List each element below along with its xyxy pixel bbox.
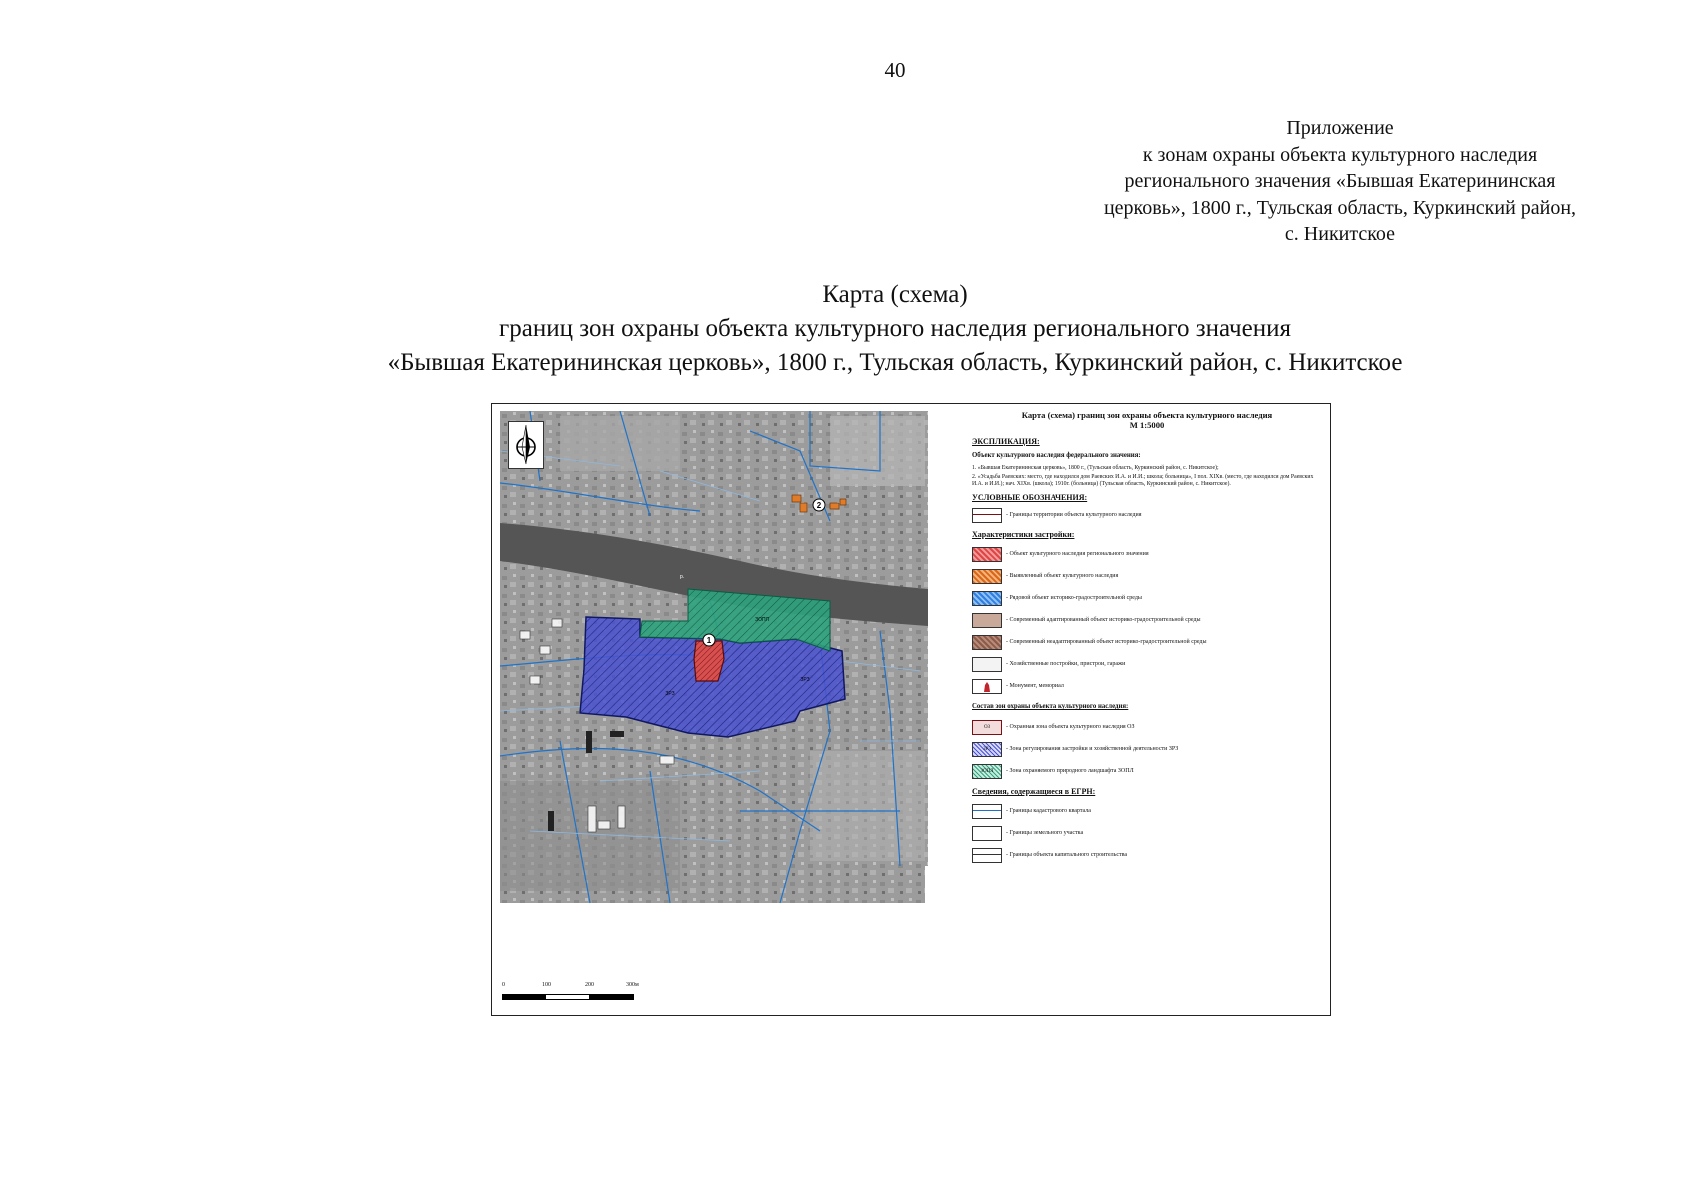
swatch-zone-zopl bbox=[972, 764, 1002, 779]
appendix-line: Приложение bbox=[1286, 117, 1394, 139]
legend-row bbox=[972, 543, 1322, 565]
legend-heading-line: Карта (схема) границ зон охраны объекта культурного наследия bbox=[1021, 410, 1273, 420]
legend-label: - Монумент, мемориал bbox=[1006, 682, 1064, 689]
swatch-territory-border bbox=[972, 508, 1002, 523]
appendix-caption bbox=[1040, 115, 1640, 248]
swatch-monument bbox=[972, 679, 1002, 694]
swatch-building-border bbox=[972, 848, 1002, 863]
legend-scale: М 1:5000 bbox=[1129, 420, 1165, 430]
swatch-zone-zrz bbox=[972, 742, 1002, 757]
legend-row bbox=[972, 738, 1322, 760]
swatch-label: ОЗ bbox=[983, 724, 991, 730]
legend-label: - Зона охраняемого природного ландшафта ЗОПЛ bbox=[1006, 767, 1134, 774]
legend-label: - Границы кадастрового квартала bbox=[1006, 807, 1091, 814]
legend-row bbox=[972, 716, 1322, 738]
zopl-label: ЗОПЛ bbox=[755, 617, 769, 623]
legend-row bbox=[972, 653, 1322, 675]
legend-label: - Современный адаптированный объект историко-градостроительной среды bbox=[1006, 616, 1201, 623]
swatch-label: ЗРЗ bbox=[983, 746, 991, 752]
legend-label: - Выявленный объект культурного наследия bbox=[1006, 572, 1119, 579]
legend-label: - Границы земельного участка bbox=[1006, 829, 1084, 836]
legend-label: - Рядовой объект историко-градостроительной среды bbox=[1006, 594, 1142, 601]
legend-label: - Зона регулирования застройки и хозяйственной деятельности ЗРЗ bbox=[1006, 745, 1179, 752]
monument-icon bbox=[973, 680, 1001, 693]
north-arrow bbox=[508, 421, 544, 469]
legend-row bbox=[972, 565, 1322, 587]
appendix-line: церковь», 1800 г., Тульская область, Куркинский район, bbox=[1103, 196, 1577, 219]
page-number: 40 bbox=[884, 58, 906, 82]
zrz-label-a: ЗРЗ bbox=[665, 691, 675, 697]
object-1-text: 1. «Бывшая Екатерининская церковь», 1800 г., (Тульская область, Куркинский район, с. Никитское); bbox=[972, 465, 1219, 471]
scale-tick: 200 bbox=[585, 982, 594, 988]
symbols-title: УСЛОВНЫЕ ОБОЗНАЧЕНИЯ: bbox=[972, 493, 1088, 502]
swatch-revealed-object bbox=[972, 569, 1002, 584]
zrz-label-b: ЗРЗ bbox=[800, 677, 810, 683]
legend-label: - Хозяйственные постройки, пристрои, гаражи bbox=[1006, 660, 1126, 667]
explication-title: ЭКСПЛИКАЦИЯ: bbox=[972, 437, 1040, 446]
appendix-line: регионального значения «Бывшая Екатерининская bbox=[1124, 170, 1556, 192]
scale-tick: 300м bbox=[626, 982, 639, 988]
legend-label: - Границы территории объекта культурного наследия bbox=[1006, 512, 1142, 518]
swatch-utility-buildings bbox=[972, 657, 1002, 672]
map-legend bbox=[972, 410, 1322, 866]
aerial-map bbox=[500, 411, 962, 939]
legend-row bbox=[972, 844, 1322, 866]
legend-row bbox=[972, 800, 1322, 822]
map-area bbox=[500, 411, 962, 939]
scale-tick: 100 bbox=[542, 982, 551, 988]
title-line: границ зон охраны объекта культурного наследия регионального значения bbox=[499, 315, 1291, 342]
scale-segment bbox=[589, 995, 633, 999]
swatch-parcel-border bbox=[972, 826, 1002, 841]
swatch-ordinary-object bbox=[972, 591, 1002, 606]
legend-row bbox=[972, 631, 1322, 653]
appendix-line: с. Никитское bbox=[1284, 223, 1396, 245]
object-2-text: 2. «Усадьба Раевских: место, где находился дом Раевских И.А. и И.И.; школа; больница», I пол. XIXв. (место, где находился дом Раевских И.А. и И.И.); нач. XIXв. (школа); 1910г. (больница) (Тульская область, Куркинский район, с. Никитское). bbox=[972, 474, 1314, 487]
map-frame bbox=[491, 403, 1331, 1016]
scale-line bbox=[502, 994, 634, 1000]
scale-tick: 0 bbox=[502, 982, 505, 988]
marker-2-label: 2 bbox=[816, 501, 822, 510]
legend-label: - Объект культурного наследия регионального значения bbox=[1006, 550, 1149, 557]
zone-oz bbox=[694, 641, 724, 681]
field-south bbox=[810, 751, 925, 861]
river-label: р. bbox=[680, 574, 685, 580]
buildings-title: Характеристики застройки: bbox=[972, 530, 1075, 539]
field-southwest bbox=[500, 781, 680, 891]
egrn-title: Сведения, содержащиеся в ЕГРН: bbox=[972, 787, 1096, 796]
federal-title: Объект культурного наследия федерального значения: bbox=[972, 452, 1141, 459]
swatch-cadastre-border bbox=[972, 804, 1002, 819]
swatch-regional-object bbox=[972, 547, 1002, 562]
swatch-label: ЗОПЛ bbox=[980, 768, 994, 774]
title-line: «Бывшая Екатерининская церковь», 1800 г., Тульская область, Куркинский район, с. Никитское bbox=[387, 349, 1403, 376]
legend-row bbox=[972, 675, 1322, 697]
map-title bbox=[0, 278, 1697, 380]
legend-label: - Границы объекта капитального строительства bbox=[1006, 851, 1128, 858]
legend-row bbox=[972, 609, 1322, 631]
scale-segment bbox=[503, 995, 546, 999]
appendix-line: к зонам охраны объекта культурного наследия bbox=[1142, 143, 1538, 166]
legend-row bbox=[972, 760, 1322, 782]
zones-title: Состав зон охраны объекта культурного наследия: bbox=[972, 703, 1129, 710]
north-arrow-icon bbox=[509, 422, 543, 468]
marker-1-label: 1 bbox=[706, 636, 712, 645]
swatch-zone-oz bbox=[972, 720, 1002, 735]
legend-row bbox=[972, 822, 1322, 844]
title-line: Карта (схема) bbox=[822, 281, 968, 308]
legend-row bbox=[972, 506, 1322, 525]
swatch-modern-adapted bbox=[972, 613, 1002, 628]
scale-bar bbox=[502, 982, 642, 1012]
legend-label: - Охранная зона объекта культурного наследия ОЗ bbox=[1006, 723, 1135, 730]
swatch-modern-nonadapted bbox=[972, 635, 1002, 650]
legend-heading bbox=[972, 410, 1322, 430]
legend-label: - Современный неадаптированный объект историко-градостроительной среды bbox=[1006, 638, 1207, 645]
field-north bbox=[560, 416, 680, 471]
field-east bbox=[830, 416, 925, 486]
legend-row bbox=[972, 587, 1322, 609]
